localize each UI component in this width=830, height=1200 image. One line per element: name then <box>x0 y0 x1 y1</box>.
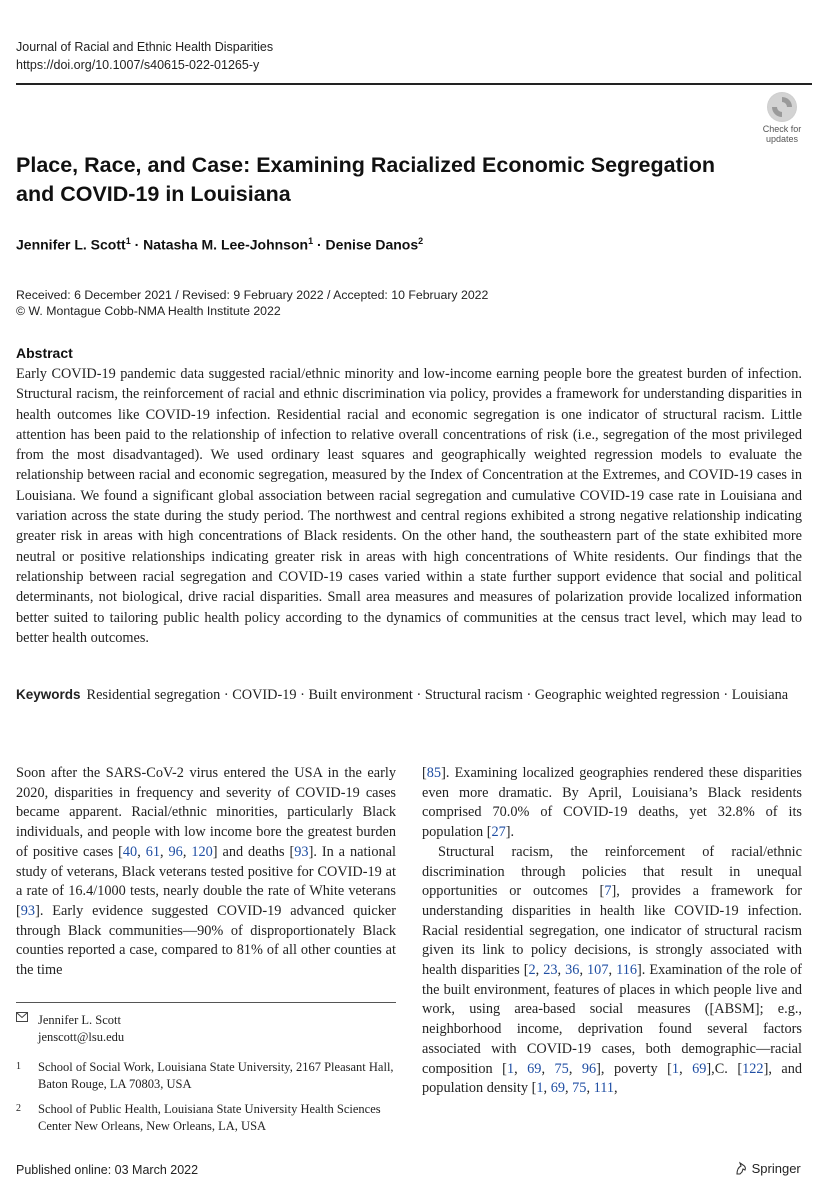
author-affiliation-mark: 1 <box>308 236 314 246</box>
springer-horse-icon <box>734 1161 752 1176</box>
abstract-text: Early COVID-19 pandemic data suggested racial/ethnic minority and low-income earning people bore the greatest burden of infection. Structural racism, the reinforcement of racial and ethnic discrimination via policy, provides a framework for understanding disparities in health outcomes like COVID-19 infection. Residential racial and economic segregation is one indicator of structural racism. Little attention has been paid to the relationship of infection to relative overall concentrations of risk (i.e., segregation of the most privileged from the most disadvantaged). We used ordinary least squares and geographically weighted regression models to evaluate the relationship between racial and economic segregation, measured by the Index of Concentration at the Extremes, and COVID-19 cases in Louisiana. We found a significant global association between racial segregation and cumulative COVID-19 case rate in Louisiana and variation across the state during the study period. The northwest and central regions exhibited a strong negative relationship indicating greater risk in areas with high concentrations of Black residents. On the other hand, the southeastern part of the state exhibited more neutral or positive relationships indicating greater risk in areas with high concentrations of White residents. Our findings that the relationship between racial segregation and COVID-19 cases varied within a state further support evidence that social and political determinants, not biological, drive racial disparities. Small area measures and measures of polarization provide localized information better suited to tailoring public health policy according to the dynamics of communities at the census tract level, which may lead to better health outcomes. <box>16 366 802 646</box>
author-separator: · <box>130 236 144 253</box>
citation-link[interactable]: 111 <box>593 1080 614 1097</box>
abstract-heading: Abstract <box>16 345 73 361</box>
body-paragraph: [85]. Examining localized geographies rendered these disparities even more dramatic. By April, Louisiana’s Black residents comprised 70.0% of COVID-19 deaths, yet 32.8% of its population [27]. <box>422 765 802 841</box>
citation-link[interactable]: 69 <box>692 1060 707 1077</box>
citation-link[interactable]: 120 <box>191 843 213 860</box>
keywords-heading: Keywords <box>16 687 81 702</box>
citation-link[interactable]: 69 <box>550 1080 565 1097</box>
badge-line1: Check for <box>762 124 802 134</box>
citation-link[interactable]: 85 <box>426 765 442 781</box>
affiliation-text: School of Social Work, Louisiana State University, 2167 Pleasant Hall, Baton Rouge, LA 70803, USA <box>38 1060 394 1091</box>
keywords <box>16 685 802 705</box>
journal-name: Journal of Racial and Ethnic Health Disparities <box>16 40 274 54</box>
publisher-name: Springer <box>751 1161 801 1176</box>
citation-link[interactable]: 1 <box>671 1060 680 1077</box>
citation-link[interactable]: 75 <box>554 1060 569 1077</box>
affiliation-mark: 2 <box>16 1103 21 1114</box>
envelope-icon <box>16 1012 28 1029</box>
citation-link[interactable]: 69 <box>527 1060 542 1077</box>
corresponding-author <box>16 1012 396 1045</box>
citation-link[interactable]: 96 <box>581 1060 597 1077</box>
citation-link[interactable]: 27 <box>491 824 506 841</box>
author-name[interactable]: Natasha M. Lee-Johnson <box>143 236 309 253</box>
doi-link[interactable]: https://doi.org/10.1007/s40615-022-01265-y <box>16 58 260 72</box>
header-rule <box>16 83 812 85</box>
citation-link[interactable]: 1 <box>536 1080 544 1097</box>
body-column-left <box>16 764 396 981</box>
check-for-updates-icon <box>767 92 797 122</box>
citation-link[interactable]: 2 <box>528 962 536 979</box>
badge-line2: updates <box>765 134 799 144</box>
citation-link[interactable]: 23 <box>543 962 558 979</box>
citation-link[interactable]: 36 <box>565 962 580 979</box>
citation-link[interactable]: 61 <box>145 843 161 860</box>
citation-link[interactable]: 93 <box>20 902 36 919</box>
publisher-logo <box>734 1161 801 1176</box>
keywords-text: Residential segregation · COVID-19 · Built environment · Structural racism · Geographic weighted regression · Louisiana <box>86 687 789 703</box>
citation-link[interactable]: 1 <box>506 1060 515 1077</box>
citation-link[interactable]: 107 <box>587 962 609 979</box>
contact-name: Jennifer L. Scott <box>38 1013 121 1027</box>
citation-link[interactable]: 7 <box>604 883 612 900</box>
body-paragraph: Structural racism, the reinforcement of racial/ethnic discrimination through policies that result in unequal opportunities or outcomes [7], provides a framework for understanding disparities in health like COVID-19 infection. Racial residential segregation, one indicator of structural racism given its link to policy decisions, is strongly associated with health disparities [2, 23, 36, 107, 116]. Examination of the role of the built environment, features of places in which people live and work, using area-based social measures ([ABSM]; e.g., neighborhood income, deprivation found several factors associated with COVID-19 cases, both demographic—racial composition [1, 69, 75, 96], poverty [1, 69],C. [122], and population density [1, 69, 75, 111, <box>422 843 803 1097</box>
author-affiliation-mark: 1 <box>125 236 131 246</box>
contact-email[interactable]: jenscott@lsu.edu <box>38 1029 125 1044</box>
author-list <box>16 236 423 253</box>
affiliation-mark: 1 <box>16 1061 21 1072</box>
history-dates: Received: 6 December 2021 / Revised: 9 February 2022 / Accepted: 10 February 2022 <box>16 288 489 302</box>
author-name[interactable]: Jennifer L. Scott <box>16 236 126 253</box>
copyright-line: © W. Montague Cobb-NMA Health Institute 2022 <box>16 304 281 318</box>
affiliation-text: School of Public Health, Louisiana State University Health Sciences Center New Orleans, New Orleans, LA, USA <box>38 1102 381 1133</box>
citation-link[interactable]: 122 <box>742 1060 764 1077</box>
footnote-rule <box>16 1002 396 1003</box>
citation-link[interactable]: 75 <box>572 1080 587 1097</box>
body-paragraph: Soon after the SARS-CoV-2 virus entered the USA in the early 2020, disparities in frequency and severity of COVID-19 cases became apparent. Racial/ethnic minorities, particularly Black individuals, and people with low income bore the greatest burden of positive cases [40, 61, 96, 120] and deaths [93]. In a national study of veterans, Black veterans tested positive for COVID-19 at a rate of 16.4/1000 tests, nearly double the rate of White veterans [93]. Early evidence suggested COVID-19 advanced quicker through Black communities—90% of disproportionately Black counties reported a case, compared to 81% of all other counties at the time <box>16 765 397 979</box>
author-separator: · <box>313 236 326 253</box>
published-online: Published online: 03 March 2022 <box>16 1163 199 1177</box>
check-for-updates-badge[interactable] <box>754 92 810 144</box>
author-affiliation-mark: 2 <box>418 236 424 246</box>
author-name[interactable]: Denise Danos <box>325 236 419 253</box>
citation-link[interactable]: 40 <box>122 843 138 860</box>
citation-link[interactable]: 96 <box>168 843 183 860</box>
affiliation-1 <box>16 1059 396 1092</box>
citation-link[interactable]: 93 <box>294 843 309 860</box>
journal-header <box>16 38 273 74</box>
body-column-right <box>422 764 802 1099</box>
affiliation-2 <box>16 1101 396 1134</box>
article-dates <box>16 287 488 319</box>
article-title: Place, Race, and Case: Examining Racialized Economic Segregation and COVID-19 in Louisiana <box>16 153 715 206</box>
citation-link[interactable]: 116 <box>616 962 637 979</box>
